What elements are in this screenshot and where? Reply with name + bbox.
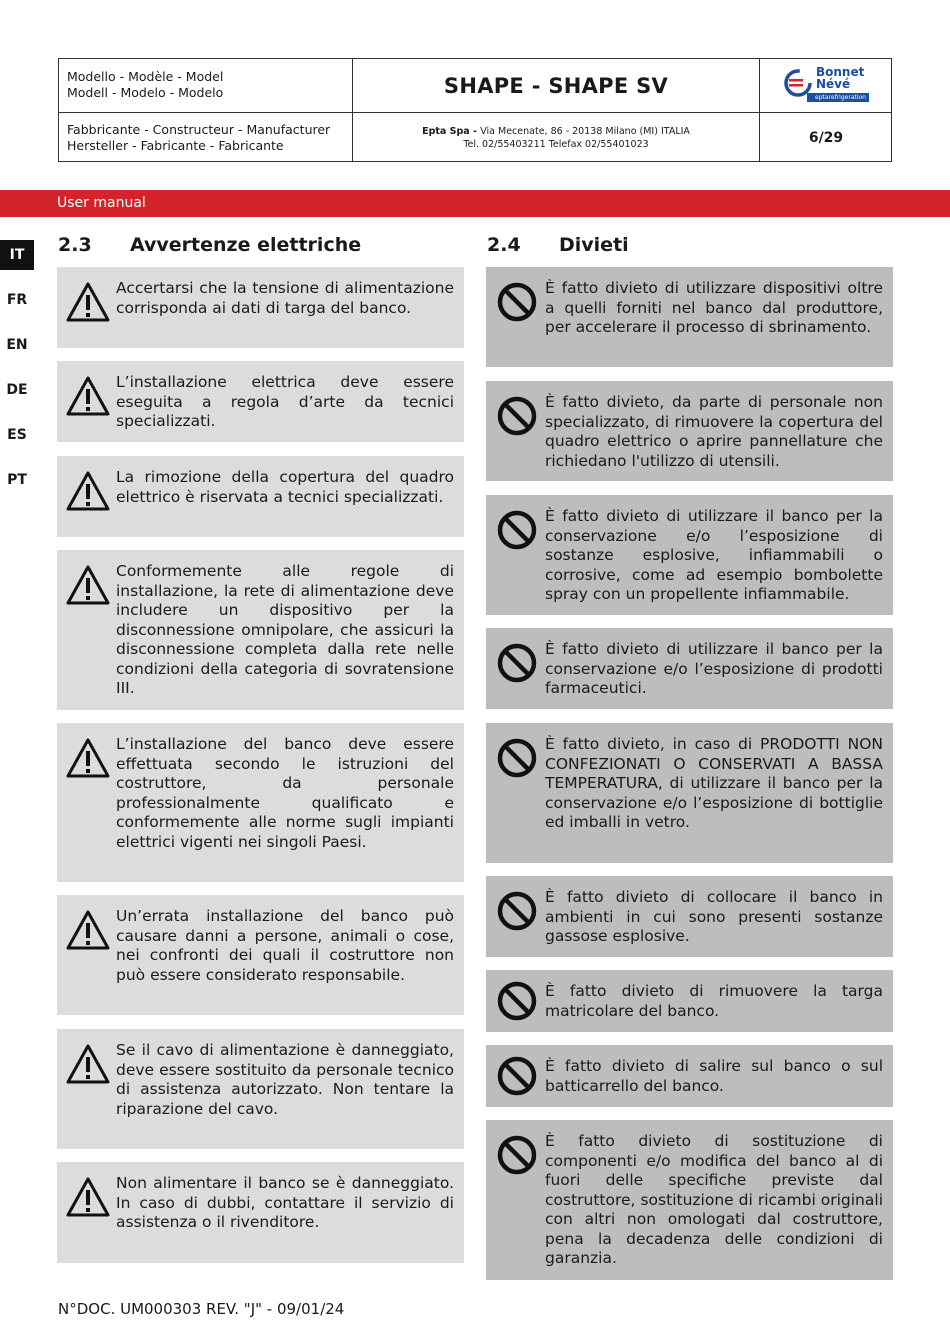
section-title: Divieti <box>559 234 629 256</box>
header-row-manufacturer <box>59 113 891 162</box>
prohibition-text: È fatto divieto di utilizzare il banco per la conservazione e/o l’esposizione di prodotti farmaceutici. <box>545 640 883 697</box>
band-label: User manual <box>57 195 146 211</box>
section-heading-electrical-warnings <box>58 234 361 256</box>
prohibition-text: È fatto divieto di sostituzione di componenti e/o modifica del banco al di fuori delle specifiche previste dal costruttore, sostituzione di ricambi originali con altri non omologati dal costruttore, pena la decadenza delle condizioni di garanzia. <box>545 1132 883 1267</box>
manufacturer-name: Epta Spa - <box>422 125 481 137</box>
language-tab-pt[interactable]: PT <box>0 465 34 495</box>
warning-triangle-icon <box>65 1176 111 1218</box>
document-reference: N°DOC. UM000303 REV. "J" - 09/01/24 <box>58 1300 345 1318</box>
logo-line1: Bonnet <box>816 64 865 79</box>
warning-box <box>57 267 464 348</box>
language-tab-fr[interactable]: FR <box>0 285 34 315</box>
model-title-cell <box>353 59 760 112</box>
section-title: Avvertenze elettriche <box>130 234 362 256</box>
manufacturer-contacts: Tel. 02/55403211 Telefax 02/55401023 <box>463 138 649 150</box>
prohibition-text: È fatto divieto di salire sul banco o sul batticarrello del banco. <box>545 1057 883 1095</box>
model-label-line1: Modello - Modèle - Model <box>67 69 224 84</box>
page-number-cell <box>760 113 892 162</box>
warning-text: La rimozione della copertura del quadro elettrico è riservata a tecnici specializzati. <box>116 468 454 506</box>
warning-box <box>57 723 464 882</box>
prohibition-box <box>486 267 893 367</box>
warning-text: Un’errata installazione del banco può causare danni a persone, animali o cose, nei confronti dei quali il costruttore non può essere considerato responsabile. <box>116 907 454 984</box>
page-number: 6/29 <box>808 129 844 146</box>
warning-text: L’installazione del banco deve essere effettuata secondo le istruzioni del costruttore, da personale professionalmente qualificato e conformemente alle norme sugli impianti elettrici vigenti nei singoli Paesi. <box>116 735 454 851</box>
warning-triangle-icon <box>65 909 111 951</box>
prohibition-box <box>486 1045 893 1107</box>
section-heading-prohibitions <box>487 234 629 256</box>
language-tab-de[interactable]: DE <box>0 375 34 405</box>
prohibition-text: È fatto divieto di collocare il banco in ambienti in cui sono presenti sostanze gassose esplosive. <box>545 888 883 945</box>
prohibition-icon <box>494 1055 540 1097</box>
model-label <box>59 59 353 112</box>
prohibition-icon <box>494 281 540 323</box>
warning-triangle-icon <box>65 737 111 779</box>
prohibition-text: È fatto divieto di rimuovere la targa matricolare del banco. <box>545 982 883 1020</box>
document-header-table <box>58 58 892 162</box>
prohibition-text: È fatto divieto, in caso di PRODOTTI NON CONFEZIONATI O CONSERVATI A BASSA TEMPERATURA, di utilizzare il banco per la conservazione e/o l’esposizione di bottiglie ed imballi in vetro. <box>545 735 883 831</box>
warning-triangle-icon <box>65 564 111 606</box>
warning-triangle-icon <box>65 281 111 323</box>
prohibition-icon <box>494 890 540 932</box>
model-label-line2: Modell - Modelo - Modelo <box>67 85 224 100</box>
prohibition-box <box>486 381 893 481</box>
prohibition-icon <box>494 642 540 684</box>
warning-triangle-icon <box>65 470 111 512</box>
header-row-model <box>59 59 891 113</box>
warning-box <box>57 1029 464 1149</box>
manufacturer-address: Via Mecenate, 86 - 20138 Milano (MI) ITALIA <box>480 125 690 137</box>
warning-text: Se il cavo di alimentazione è danneggiato, deve essere sostituito da personale tecnico di assistenza autorizzato. Non tentare la riparazione del cavo. <box>116 1041 454 1118</box>
prohibition-icon <box>494 395 540 437</box>
model-title: SHAPE - SHAPE SV <box>443 73 669 98</box>
language-tab-en[interactable]: EN <box>0 330 34 360</box>
section-number: 2.3 <box>58 234 92 256</box>
manufacturer-info-cell <box>353 113 760 162</box>
bonnet-neve-logo <box>783 66 869 106</box>
language-tabs <box>0 240 34 510</box>
prohibition-box <box>486 1120 893 1280</box>
warning-text: Non alimentare il banco se è danneggiato. In caso di dubbi, contattare il servizio di assistenza o il rivenditore. <box>116 1174 454 1231</box>
prohibition-box <box>486 723 893 863</box>
prohibition-icon <box>494 980 540 1022</box>
logo-line2: Névé <box>816 76 851 91</box>
warning-text: L’installazione elettrica deve essere eseguita a regola d’arte da tecnici specializzati. <box>116 373 454 430</box>
warning-box <box>57 550 464 710</box>
prohibition-box <box>486 628 893 709</box>
prohibition-icon <box>494 1134 540 1176</box>
manufacturer-label <box>59 113 353 162</box>
section-number: 2.4 <box>487 234 521 256</box>
language-tab-it[interactable]: IT <box>0 240 34 270</box>
language-tab-es[interactable]: ES <box>0 420 34 450</box>
warning-triangle-icon <box>65 375 111 417</box>
prohibition-text: È fatto divieto, da parte di personale non specializzato, di rimuovere la copertura del quadro elettrico o aprire pannellature che richiedano l'utilizzo di utensili. <box>545 393 883 470</box>
warning-box <box>57 456 464 537</box>
prohibition-box <box>486 495 893 615</box>
warning-box <box>57 1162 464 1263</box>
warning-box <box>57 361 464 442</box>
logo-cell <box>760 59 892 112</box>
manufacturer-label-line1: Fabbricante - Constructeur - Manufacturer <box>67 122 331 137</box>
prohibition-box <box>486 876 893 957</box>
logo-text <box>816 66 864 90</box>
prohibition-text: È fatto divieto di utilizzare dispositivi oltre a quelli forniti nel banco dal produttore, per accelerare il processo di sbrinamento. <box>545 279 883 336</box>
warning-box <box>57 895 464 1015</box>
prohibition-icon <box>494 737 540 779</box>
prohibition-box <box>486 970 893 1032</box>
prohibition-text: È fatto divieto di utilizzare il banco per la conservazione e/o l’esposizione di sostanze esplosive, infiammabili o corrosive, come ad esempio bombolette spray con un propellente infiammabile. <box>545 507 883 603</box>
warning-text: Conformemente alle regole di installazione, la rete di alimentazione deve includere un dispositivo per la disconnessione omnipolare, che assicuri la disconnessione completa dalla rete nelle condizioni della categoria di sovratensione III. <box>116 562 454 697</box>
warning-triangle-icon <box>65 1043 111 1085</box>
manufacturer-info <box>422 125 690 151</box>
prohibition-icon <box>494 509 540 551</box>
manufacturer-label-line2: Hersteller - Fabricante - Fabricante <box>67 138 284 153</box>
logo-subtitle: eptarefrigeration <box>807 93 869 102</box>
section-band <box>0 190 950 217</box>
warning-text: Accertarsi che la tensione di alimentazione corrisponda ai dati di targa del banco. <box>116 279 454 317</box>
